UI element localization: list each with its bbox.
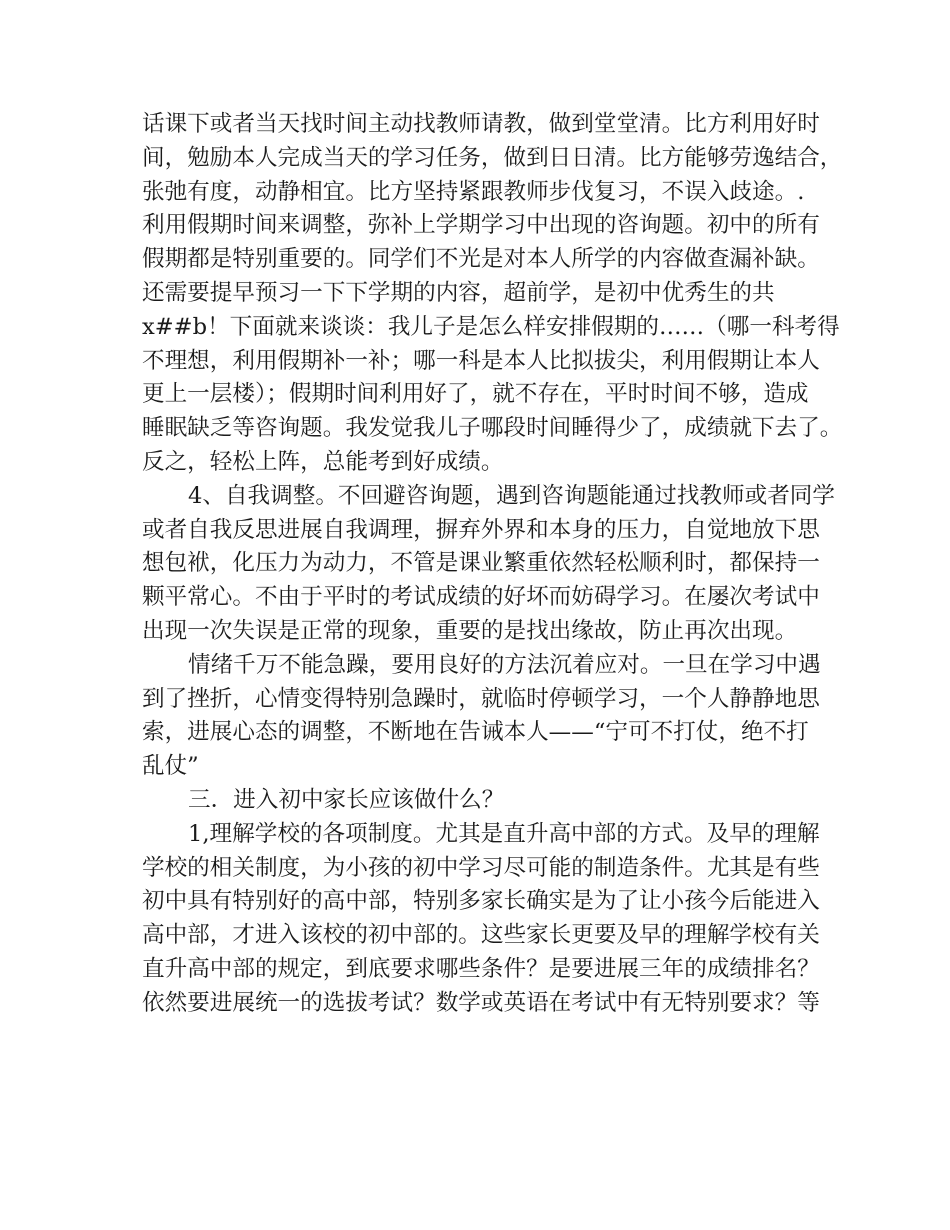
- text-line: 学校的相关制度，为小孩的初中学习尽可能的制造条件。尤其是有些: [142, 854, 820, 881]
- text-line: 三．进入初中家长应该做什么？: [188, 786, 505, 813]
- text-line: 出现一次失误是正常的现象，重要的是找出缘故，防止再次出现。: [142, 617, 798, 644]
- text-line: 不理想，利用假期补一补；哪一科是本人比拟拔尖，利用假期让本人: [142, 347, 820, 374]
- text-line: 情绪千万不能急躁，要用良好的方法沉着应对。一旦在学习中遇: [188, 651, 821, 678]
- text-line: 更上一层楼）；假期时间利用好了，就不存在，平时时间不够，造成: [142, 381, 809, 408]
- text-line: 索，进展心态的调整，不断地在告诫本人——“宁可不打仗，绝不打: [142, 719, 809, 746]
- text-line: 4、自我调整。不回避咨询题，遇到咨询题能通过找教师或者同学: [188, 482, 835, 509]
- text-line: 睡眠缺乏等咨询题。我发觉我儿子哪段时间睡得少了，成绩就下去了。: [142, 415, 843, 442]
- text-line: 间，勉励本人完成当天的学习任务，做到日日清。比方能够劳逸结合，: [142, 144, 843, 171]
- text-line: 直升高中部的规定，到底要求哪些条件？是要进展三年的成绩排名？: [142, 955, 820, 982]
- text-line: 利用假期时间来调整，弥补上学期学习中出现的咨询题。初中的所有: [142, 212, 820, 239]
- text-line: 话课下或者当天找时间主动找教师请教，做到堂堂清。比方利用好时: [142, 111, 820, 137]
- text-line: 或者自我反思进展自我调理，摒弃外界和本身的压力，自觉地放下思: [142, 516, 820, 543]
- text-line: 假期都是特别重要的。同学们不光是对本人所学的内容做查漏补缺。: [142, 246, 820, 273]
- text-line: 张弛有度，动静相宜。比方坚持紧跟教师步伐复习，不误入歧途。.: [142, 178, 805, 205]
- text-line: 反之，轻松上阵，总能考到好成绩。: [142, 448, 504, 475]
- text-line: 到了挫折，心情变得特别急躁时，就临时停顿学习，一个人静静地思: [142, 685, 820, 712]
- text-line: 颗平常心。不由于平时的考试成绩的好坏而妨碍学习。在屡次考试中: [142, 584, 820, 611]
- text-line: 初中具有特别好的高中部，特别多家长确实是为了让小孩今后能进入: [142, 888, 820, 915]
- text-line: 高中部，才进入该校的初中部的。这些家长更要及早的理解学校有关: [142, 922, 820, 949]
- body-text: [142, 108, 843, 1021]
- text-line: 还需要提早预习一下下学期的内容，超前学，是初中优秀生的共: [142, 279, 775, 306]
- text-line: 依然要进展统一的选拔考试？数学或英语在考试中有无特别要求？等: [142, 989, 820, 1016]
- text-line: 1,理解学校的各项制度。尤其是直升高中部的方式。及早的理解: [188, 820, 820, 847]
- text-line: 想包袱，化压力为动力，不管是课业繁重依然轻松顺利时，都保持一: [142, 550, 820, 577]
- text-line: x##b！下面就来谈谈：我儿子是怎么样安排假期的……（哪一科考得: [142, 313, 840, 340]
- text-line: 乱仗”: [142, 753, 199, 780]
